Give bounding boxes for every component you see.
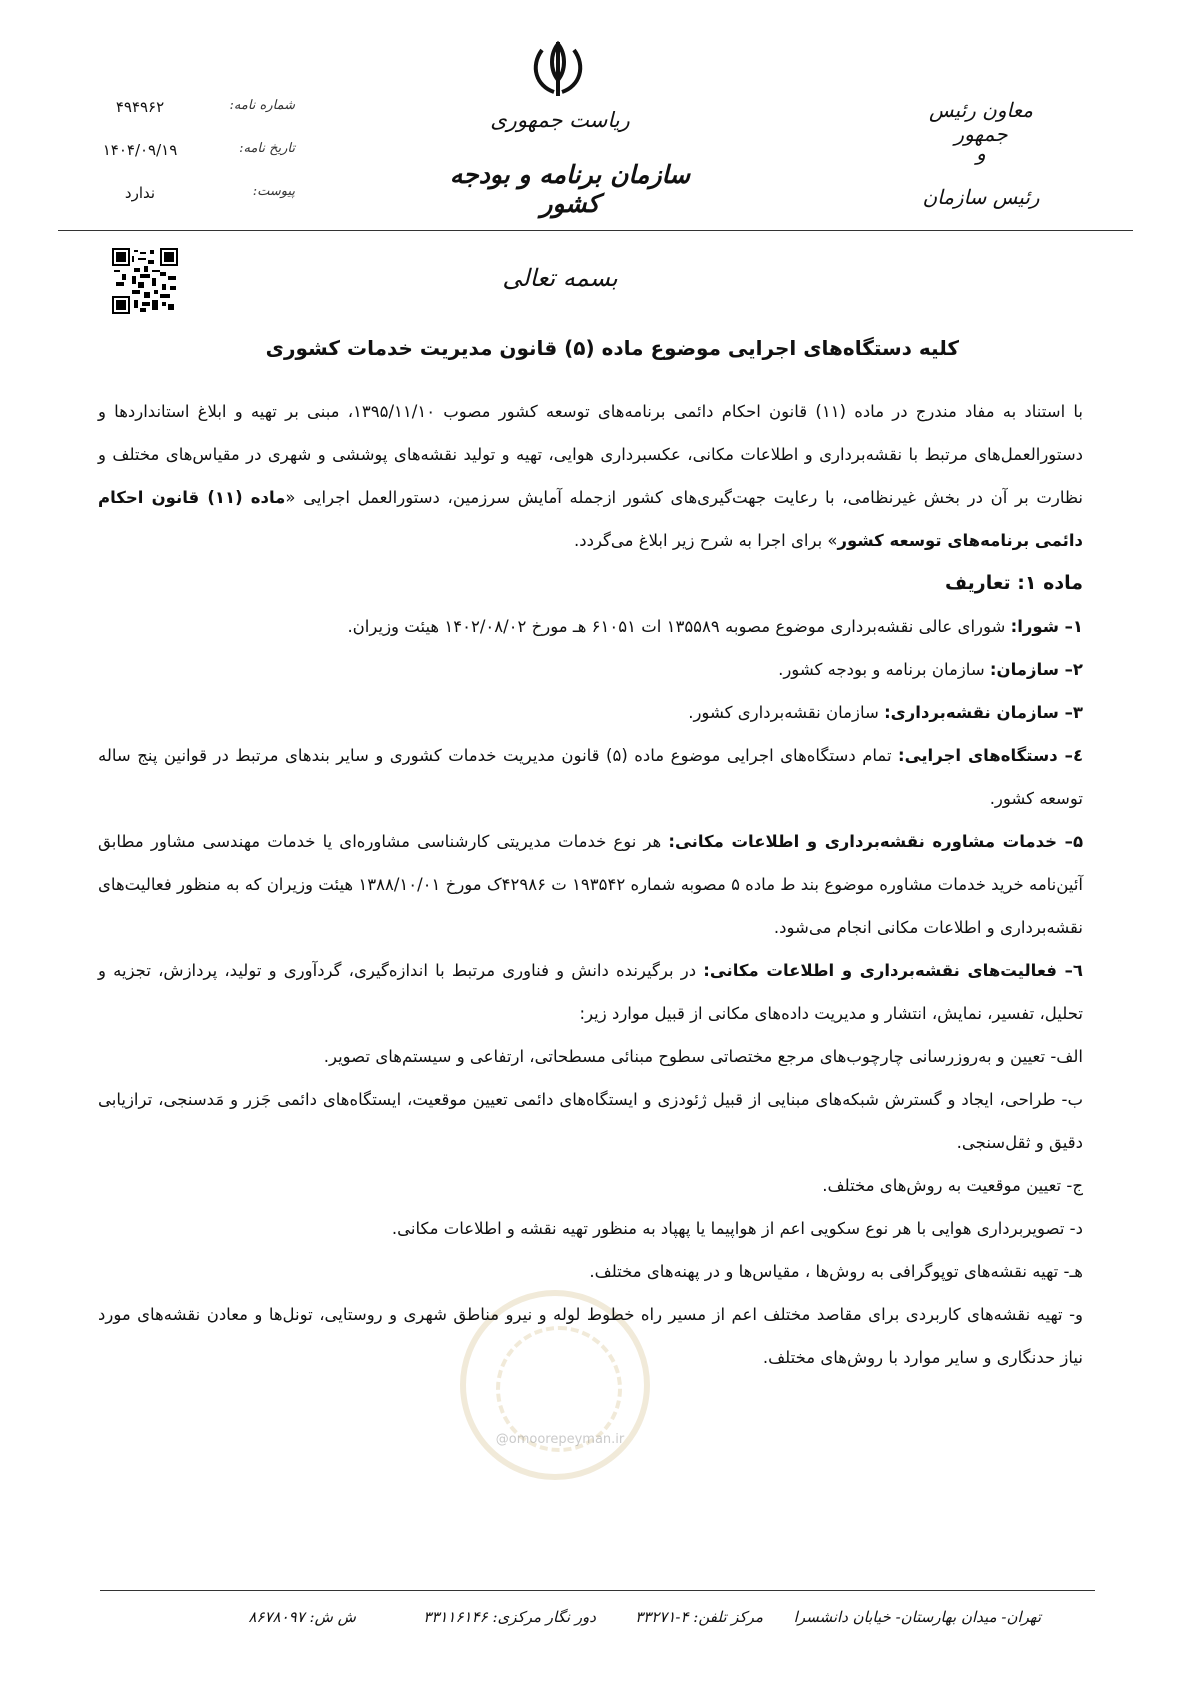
- header-divider: [58, 230, 1133, 231]
- item-term: سازمان نقشه‌برداری:: [884, 703, 1059, 722]
- footer-phone: مرکز تلفن: ۴-۳۳۲۷۱: [635, 1608, 763, 1626]
- attachment-row: [80, 184, 295, 214]
- intro-bold-ref: ماده (۱۱) قانون احکام دائمی برنامه‌های توسعه کشور: [98, 488, 1083, 550]
- item-term: خدمات مشاوره نقشه‌برداری و اطلاعات مکانی:: [668, 832, 1058, 851]
- item-text: هر نوع خدمات مدیریتی کارشناسی مشاوره‌ای یا خدمات مهندسی مشاور مطابق آئین‌نامه خرید خدمات مشاوره موضوع بند ط ماده ۵ مصوبه شماره ۱۹۳۵۴۲ ت ۴۲۹۸۶ک مورخ ۱۳۸۸/۱۰/۰۱ هیئت وزیران که به منظور فعالیت‌های نقشه‌برداری و اطلاعات مکانی انجام می‌شود.: [98, 832, 1083, 937]
- letter-date-row: [80, 141, 295, 171]
- header-organization: سازمان برنامه و بودجه کشور: [449, 160, 691, 218]
- item-text: در برگیرنده دانش و فناوری مرتبط با اندازه‌گیری، گردآوری و تولید، پردازش، تجزیه و تحلیل، تفسیر، نمایش، انتشار و مدیریت داده‌های مکانی از قبیل موارد زیر:: [98, 961, 1083, 1023]
- item-term: سازمان:: [989, 660, 1059, 679]
- item-number: ۱: [1072, 617, 1083, 636]
- sub-item: هـ- تهیه نقشه‌های توپوگرافی به روش‌ها ، مقیاس‌ها و در پهنه‌های مختلف.: [589, 1262, 1083, 1281]
- definition-item: ۱– شورا: شورای عالی نقشه‌برداری موضوع مصوبه ۱۳۵۵۸۹ ات ۶۱۰۵۱ هـ مورخ ۱۴۰۲/۰۸/۰۲ هیئت وزیران.: [347, 617, 1083, 636]
- footer-address: تهران- میدان بهارستان- خیابان دانشسرا: [793, 1608, 1041, 1626]
- sub-item: د- تصویربرداری هوایی با هر نوع سکویی اعم از هواپیما یا پهپاد به منظور تهیه نقشه و اطلاعات مکانی.: [391, 1219, 1083, 1238]
- intro-text-2: » برای اجرا به شرح زیر ابلاغ می‌گردد.: [574, 531, 838, 550]
- intro-paragraph: [98, 390, 1083, 562]
- definition-item: ٤– دستگاه‌های اجرایی: تمام دستگاه‌های اجرایی موضوع ماده (۵) قانون مدیریت خدمات کشوری و سایر بندهای مرتبط در قوانین پنج ساله توسعه کشور.: [98, 746, 1084, 808]
- letter-number-row: [80, 98, 295, 128]
- basmala: بسمه تعالی: [502, 264, 618, 292]
- attachment-label: پیوست:: [252, 184, 295, 199]
- sub-item: و- تهیه نقشه‌های کاربردی برای مقاصد مختلف اعم از مسیر راه خطوط لوله و نیرو مناطق شهری و روستایی، تونل‌ها و معادن نقشه‌های مورد نیاز حدنگاری و سایر موارد با روش‌های مختلف.: [98, 1305, 1083, 1367]
- definition-item: ۳– سازمان نقشه‌برداری: سازمان نقشه‌برداری کشور.: [688, 703, 1083, 722]
- letter-date-label: تاریخ نامه:: [239, 141, 295, 156]
- item-number: ۵: [1072, 832, 1084, 851]
- header-vp-title: معاون رئیس جمهور: [929, 98, 1033, 146]
- item-text: سازمان نقشه‌برداری کشور.: [688, 703, 885, 722]
- header-head-title: رئیس سازمان: [922, 185, 1040, 209]
- item-term: فعالیت‌های نقشه‌برداری و اطلاعات مکانی:: [703, 961, 1057, 980]
- footer-divider: [100, 1590, 1095, 1591]
- section-title: ماده ۱: تعاریف: [945, 572, 1083, 594]
- definition-item: ۲– سازمان: سازمان برنامه و بودجه کشور.: [778, 660, 1083, 679]
- item-term: شورا:: [1010, 617, 1059, 636]
- header-and: و: [976, 141, 986, 165]
- definition-item: ٦– فعالیت‌های نقشه‌برداری و اطلاعات مکانی: در برگیرنده دانش و فناوری مرتبط با اندازه‌گیری، گردآوری و تولید، پردازش، تجزیه و تحلیل، تفسیر، نمایش، انتشار و مدیریت داده‌های مکانی از قبیل موارد زیر:: [98, 961, 1083, 1023]
- recipient-title: کلیه دستگاه‌های اجرایی موضوع ماده (۵) قانون مدیریت خدمات کشوری: [265, 336, 959, 360]
- attachment-value: ندارد: [124, 184, 156, 202]
- watermark-text: @omoorepeyman.ir: [495, 1432, 625, 1447]
- sub-item: الف- تعیین و به‌روزرسانی چارچوب‌های مرجع مختصاتی سطوح مبنائی مسطحاتی، ارتفاعی و سیستم‌های تصویر.: [323, 1047, 1083, 1066]
- header-presidency: ریاست جمهوری: [490, 108, 630, 132]
- item-text: سازمان برنامه و بودجه کشور.: [778, 660, 990, 679]
- item-term: دستگاه‌های اجرایی:: [898, 746, 1058, 765]
- sub-item: ج- تعیین موقعیت به روش‌های مختلف.: [822, 1176, 1083, 1195]
- letter-body: [98, 390, 1083, 1379]
- sub-item: ب- طراحی، ایجاد و گسترش شبکه‌های مبنایی از قبیل ژئودزی و ایستگاه‌های دائمی تعیین موقعیت، ایستگاه‌های دائمی جَزر و مَدسنجی، ترازیابی دقیق و ثقل‌سنجی.: [98, 1090, 1083, 1152]
- letter-number-label: شماره نامه:: [229, 98, 295, 113]
- item-number: ٦: [1072, 961, 1083, 980]
- item-number: ۲: [1072, 660, 1083, 679]
- item-text: تمام دستگاه‌های اجرایی موضوع ماده (۵) قانون مدیریت خدمات کشوری و سایر بندهای مرتبط در قوانین پنج ساله توسعه کشور.: [98, 746, 1083, 808]
- footer-fax: دور نگار مرکزی: ۳۳۱۱۶۱۴۶: [423, 1608, 596, 1626]
- definition-item: ۵– خدمات مشاوره نقشه‌برداری و اطلاعات مکانی: هر نوع خدمات مدیریتی کارشناسی مشاوره‌ای یا خدمات مهندسی مشاور مطابق آئین‌نامه خرید خدمات مشاوره موضوع بند ط ماده ۵ مصوبه شماره ۱۹۳۵۴۲ ت ۴۲۹۸۶ک مورخ ۱۳۸۸/۱۰/۰۱ هیئت وزیران که به منظور فعالیت‌های نقشه‌برداری و اطلاعات مکانی انجام می‌شود.: [98, 832, 1084, 937]
- item-text: شورای عالی نقشه‌برداری موضوع مصوبه ۱۳۵۵۸۹ ات ۶۱۰۵۱ هـ مورخ ۱۴۰۲/۰۸/۰۲ هیئت وزیران.: [347, 617, 1011, 636]
- intro-text-1: با استناد به مفاد مندرج در ماده (۱۱) قانون احکام دائمی برنامه‌های توسعه کشور مصوب ۱۳۹۵/۱۱/۱۰، مبنی بر تهیه و ابلاغ استانداردها و دستورالعمل‌های مرتبط با نقشه‌برداری و اطلاعات مکانی، عکسبرداری هوایی، تهیه و تولید نقشه‌های پوششی و شهری در مقیاس‌های مختلف و نظارت بر آن در بخش غیرنظامی، با رعایت جهت‌گیری‌های کشور ازجمله آمایش سرزمین، دستورالعمل اجرایی «: [98, 402, 1083, 507]
- letter-date-value: ۱۴۰۴/۰۹/۱۹: [102, 141, 178, 159]
- item-number: ۳: [1072, 703, 1083, 722]
- iran-emblem-icon: [528, 40, 588, 102]
- item-number: ٤: [1072, 746, 1084, 765]
- footer-postal-code: ش ش: ۸۶۷۸۰۹۷: [248, 1608, 356, 1626]
- letter-number-value: ۴۹۴۹۶۲: [115, 98, 165, 116]
- qr-code[interactable]: [112, 248, 178, 314]
